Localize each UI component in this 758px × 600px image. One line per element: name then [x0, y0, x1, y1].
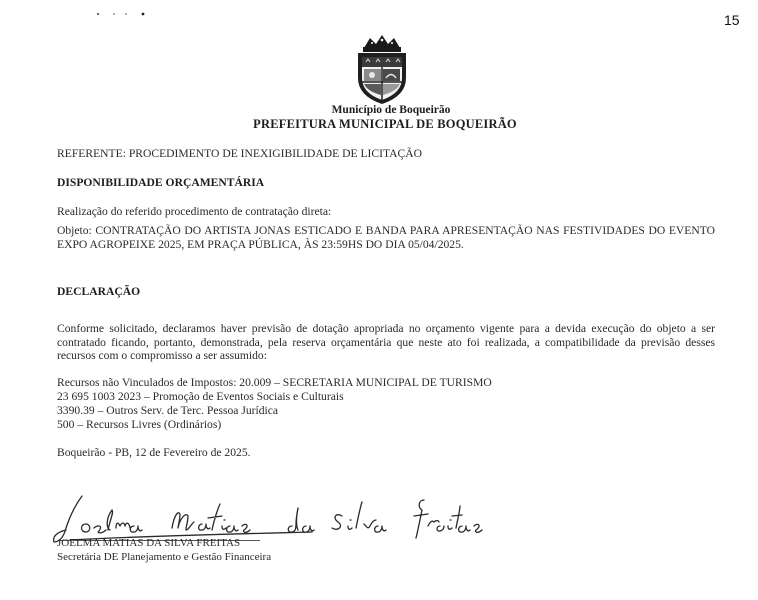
declaration-paragraph: Conforme solicitado, declaramos haver previsão de dotação apropriada no orçamento vigente para a devida execução do objeto a ser contratado ficando, portanto, demonstrada, pela reserva orçamentária que neste ato foi realizada, a compatibilidade da previsão desses recursos com o compromisso a ser assumido:: [57, 322, 715, 363]
resource-line: 3390.39 – Outros Serv. de Terc. Pessoa Jurídica: [57, 404, 279, 417]
office-name: PREFEITURA MUNICIPAL DE BOQUEIRÃO: [253, 117, 517, 131]
intro-line: Realização do referido procedimento de contratação direta:: [57, 205, 332, 218]
municipal-coat-of-arms-icon: [350, 32, 414, 106]
signatory-name: JOELMA MATIAS DA SILVA FREITAS: [57, 537, 241, 549]
budget-section-title: DISPONIBILIDADE ORÇAMENTÁRIA: [57, 176, 265, 189]
scan-specks: [96, 10, 156, 18]
declaration-section-title: DECLARAÇÃO: [57, 285, 141, 298]
page-number: 15: [724, 12, 740, 28]
objeto-paragraph: Objeto: CONTRATAÇÃO DO ARTISTA JONAS ESTICADO E BANDA PARA APRESENTAÇÃO NAS FESTIVIDADES DO EVENTO EXPO AGROPEIXE 2025, EM PRAÇA PÚBLICA, ÀS 23:59HS DO DIA 05/04/2025.: [57, 224, 715, 251]
resource-line: 500 – Recursos Livres (Ordinários): [57, 418, 222, 431]
place-date: Boqueirão - PB, 12 de Fevereiro de 2025.: [57, 446, 251, 459]
municipality-name: Município de Boqueirão: [331, 104, 451, 116]
signatory-title: Secretária DE Planejamento e Gestão Financeira: [57, 551, 272, 563]
resource-line: 23 695 1003 2023 – Promoção de Eventos Sociais e Culturais: [57, 390, 344, 403]
resource-line: Recursos não Vinculados de Impostos: 20.009 – SECRETARIA MUNICIPAL DE TURISMO: [57, 376, 492, 389]
referente-line: REFERENTE: PROCEDIMENTO DE INEXIGIBILIDADE DE LICITAÇÃO: [57, 147, 422, 160]
